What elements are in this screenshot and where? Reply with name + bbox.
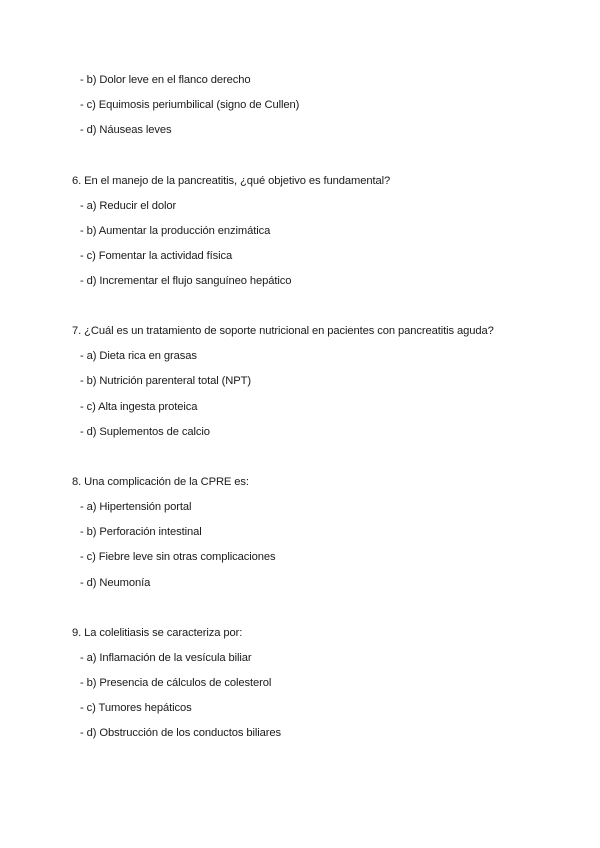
q5-option-b: - b) Dolor leve en el flanco derecho	[80, 74, 251, 86]
q7-option-b: - b) Nutrición parenteral total (NPT)	[80, 375, 252, 387]
q7-option-c: - c) Alta ingesta proteica	[80, 401, 198, 413]
q6-option-a: - a) Reducir el dolor	[80, 200, 177, 212]
q6-option-c: - c) Fomentar la actividad física	[80, 250, 233, 262]
q5-option-d: - d) Náuseas leves	[80, 124, 172, 136]
q5-option-c: - c) Equimosis periumbilical (signo de Cullen)	[80, 99, 300, 111]
q8-option-c: - c) Fiebre leve sin otras complicaciones	[80, 551, 276, 563]
q9-option-a: - a) Inflamación de la vesícula biliar	[80, 652, 252, 664]
q7-text: 7. ¿Cuál es un tratamiento de soporte nutricional en pacientes con pancreatitis aguda?	[72, 325, 494, 337]
q6-text: 6. En el manejo de la pancreatitis, ¿qué objetivo es fundamental?	[72, 175, 391, 187]
q8-option-b: - b) Perforación intestinal	[80, 526, 202, 538]
q9-option-b: - b) Presencia de cálculos de colesterol	[80, 677, 272, 689]
q8-text: 8. Una complicación de la CPRE es:	[72, 476, 249, 488]
q8-option-d: - d) Neumonía	[80, 577, 151, 589]
q7-option-d: - d) Suplementos de calcio	[80, 426, 210, 438]
q6-option-d: - d) Incrementar el flujo sanguíneo hepático	[80, 275, 292, 287]
q9-option-d: - d) Obstrucción de los conductos biliares	[80, 727, 281, 739]
q9-option-c: - c) Tumores hepáticos	[80, 702, 192, 714]
q7-option-a: - a) Dieta rica en grasas	[80, 350, 197, 362]
q8-option-a: - a) Hipertensión portal	[80, 501, 192, 513]
q9-text: 9. La colelitiasis se caracteriza por:	[72, 627, 243, 639]
q6-option-b: - b) Aumentar la producción enzimática	[80, 225, 271, 237]
